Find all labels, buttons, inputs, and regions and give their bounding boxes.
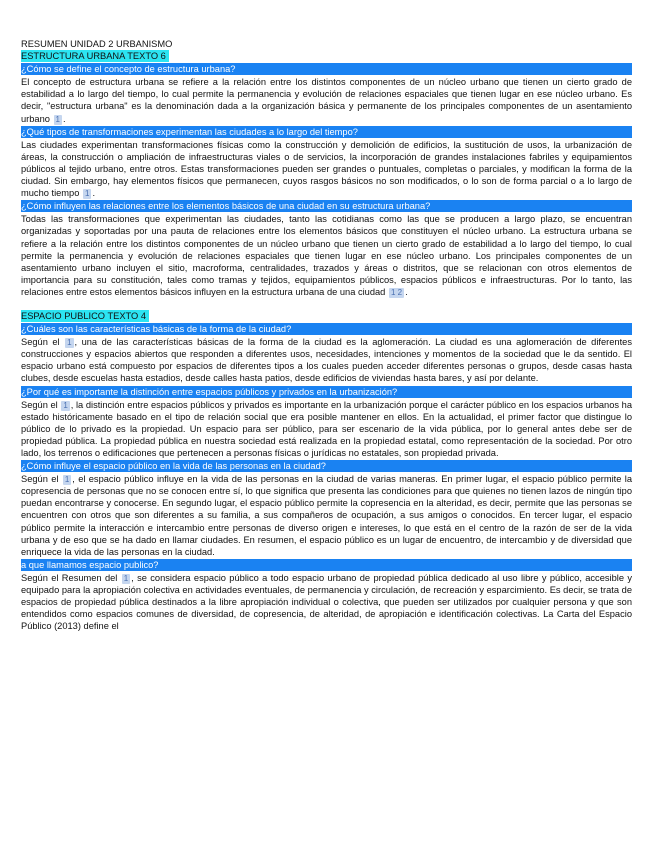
answer-5 (21, 399, 632, 459)
citation-reference[interactable]: 1 (67, 338, 72, 348)
question-4: ¿Cuáles son las características básicas de la forma de la ciudad? (21, 323, 632, 335)
answer-text: El concepto de estructura urbana se refiere a la relación entre los distintos componentes de un núcleo urbano que tienen un cierto grado de estabilidad a lo largo del tiempo, lo cual permite la permanencia y evolución de relaciones espaciales que tienen lugar en ese núcleo urbano. Es decir, "estructura urbana" es la denominación dada a la organización básica y permanente de los principales componentes de un asentamiento urbano (21, 77, 632, 124)
section-spacer (21, 298, 632, 310)
answer-7 (21, 572, 632, 632)
document-page (21, 38, 632, 632)
answer-1: El concepto de estructura urbana se refiere a la relación entre los distintos componentes de un núcleo urbano que tienen un cierto grado de estabilidad a lo largo del tiempo, lo cual permite la permanencia y evolución de relaciones espaciales que tienen lugar en ese núcleo urbano. Es decir, "estructura urbana" es la denominación dada a la organización básica y permanente de los principales componentes de un asentamiento urbano 1 . (21, 77, 632, 124)
question-3: ¿Cómo influyen las relaciones entre los elementos básicos de una ciudad en su estructura urbana? (21, 200, 632, 212)
answer-text: , se considera espacio público a todo espacio urbano de propiedad pública dedicado al uso libre y público, accesible y equipado para la apropiación colectiva en actividades eventuales, de permanencia y circulación, de recreación y esparcimiento. Es decir, se trata de espacios de propiedad pública destinados a la libre apropiación individual o colectiva, que pueden ser utilizados por cualquier persona y que son entendidos como espacios comunes de diversidad, de copresencia, de alteridad, de apropiación e identificación colectivas. La Carta del Espacio Público (2013) define el (21, 572, 632, 632)
section-title-estructura-urbana: ESTRUCTURA URBANA TEXTO 6 (21, 50, 169, 62)
answer-text: Todas las transformaciones que experimentan las ciudades, tanto las cotidianas como las que se producen a largo plazo, se encuentran organizadas y soportadas por una pauta de relaciones entre los elementos básicos que constituyen el núcleo urbano. La estructura urbana se refiere a la relación entre los distintos componentes de un núcleo urbano que tienen un cierto grado de estabilidad a lo largo del tiempo, lo cual permite la permanencia y evolución de relaciones espaciales que tienen lugar en ese núcleo urbano. Los principales componentes de un asentamiento urbano incluyen el sitio, macroforma, centralidades, trazados y áreas o distritos, que se relacionan con otros elementos de importancia para su constitución, tales como tramas y tejidos, equipamientos públicos, espacios públicos e infraestructuras. Por lo tanto, las relaciones entre estos elementos básicos influyen en la estructura urbana de una ciudad (21, 214, 632, 297)
answer-6 (21, 473, 632, 558)
answer-prefix: Según el (21, 337, 60, 348)
answer-text: , la distinción entre espacios públicos y privados es importante en la urbanización porque el carácter público en los espacios urbanos ha estado históricamente basado en el tipo de relación social que era posible mantener en ellos. En la actualidad, el primer factor que distingue lo público de lo privado es la propiedad. Un espacio para ser público, para ser escenario de la vida pública, por lo general antes debe ser de propiedad pública. La propiedad pública en nuestra sociedad está realizada en la propiedad estatal, como representación de la sociedad. Por otro lado, los terrenos o edificaciones que pertenecen a personas físicas o jurídicas no estatales, son propiedad privada. (21, 399, 632, 458)
section-title-espacio-publico: ESPACIO PUBLICO TEXTO 4 (21, 310, 149, 322)
answer-2: Las ciudades experimentan transformaciones físicas como la construcción y demolición de edificios, la sustitución de usos, la urbanización de áreas, la construcción o ampliación de infraestructuras viales o de servicios, la incorporación de grandes instalaciones fabriles y equipamientos públicos al tejido urbano, entre otros. Estas transformaciones pueden ser grandes o puntuales, completas o parciales, y modifican la forma de la ciudad. Sin embargo, hay elementos físicos que permanecen, cuyos rasgos básicos no son modificados, o lo son de forma parcial o a lo largo de mucho tiempo 1 . (21, 139, 632, 199)
answer-text: Las ciudades experimentan transformaciones físicas como la construcción y demolición de edificios, la sustitución de usos, la urbanización de áreas, la construcción o ampliación de infraestructuras viales o de servicios, la incorporación de grandes instalaciones fabriles y equipamientos públicos al tejido urbano, entre otros. Estas transformaciones pueden ser grandes o puntuales, completas o parciales, y modifican la forma de la ciudad. Sin embargo, hay elementos físicos que permanecen, cuyos rasgos básicos no son modificados, o lo son de forma parcial o a lo largo de mucho tiempo (21, 139, 632, 199)
question-1: ¿Cómo se define el concepto de estructura urbana? (21, 63, 632, 75)
citation-reference[interactable]: 1 (55, 114, 60, 124)
citation-reference[interactable]: 1 (85, 189, 90, 199)
answer-3: Todas las transformaciones que experimentan las ciudades, tanto las cotidianas como las que se producen a largo plazo, se encuentran organizadas y soportadas por una pauta de relaciones entre los elementos básicos que constituyen el núcleo urbano. La estructura urbana se refiere a la relación entre los distintos componentes de un núcleo urbano que tienen un cierto grado de estabilidad a lo largo del tiempo, lo cual permite la permanencia y evolución de relaciones espaciales que tienen lugar en ese núcleo urbano. Los principales componentes de un asentamiento urbano incluyen el sitio, macroforma, centralidades, trazados y áreas o distritos, que se relacionan con otros elementos de importancia para su constitución, tales como tramas y tejidos, equipamientos públicos, espacios públicos e infraestructuras. Por lo tanto, las relaciones entre estos elementos básicos influyen en la estructura urbana de una ciudad 1 2 . (21, 214, 632, 297)
answer-4 (21, 336, 632, 384)
answer-prefix: Según el Resumen del (21, 572, 118, 583)
citation-reference[interactable]: 1 (63, 400, 68, 410)
answer-text: , una de las características básicas de la forma de la ciudad es la aglomeración. La ciudad es una aglomeración de diferentes construcciones y espacios abiertos que responden a diferentes usos, necesidades, intenciones y momentos de la sociedad que le da sentido. El espacio urbano está compuesto por espacios de diferentes tipos a los cuales pueden acceder diferentes personas o grupos, desde casas hasta clubes, desde escuelas hasta estadios, desde calles hasta patios, desde edificios de viviendas hasta bares, y así por delante. (21, 337, 632, 384)
question-7: a que llamamos espacio publico? (21, 559, 632, 571)
answer-text: , el espacio público influye en la vida de las personas en la ciudad de varias maneras. En primer lugar, el espacio público permite la copresencia de personas que no se conocen entre sí, lo que significa que presenta las condiciones para que quienes no tienen lazos de ningún tipo puedan encontrarse y conocerse. En segundo lugar, el espacio público permite la copresencia en la alteridad, es decir, permite que las personas se encuentren con otros que son diferentes a su familia, a sus compañeros de ocupación, a sus amigos o conocidos. En tercer lugar, el espacio público permite la interacción e intercambio entre personas de diverso origen e intereses, lo que está en el centro de la razón de ser de la vida urbana y de eso que se ha dado en llamar ciudades. En resumen, el espacio público es un lugar de encuentro, de intercambio y de diversidad que enriquece la vida de las personas en la ciudad. (21, 474, 633, 557)
question-2: ¿Qué tipos de transformaciones experimentan las ciudades a lo largo del tiempo? (21, 126, 632, 138)
answer-prefix: Según el (21, 399, 58, 410)
document-heading: RESUMEN UNIDAD 2 URBANISMO (21, 39, 173, 49)
citation-reference[interactable]: 1 (123, 573, 129, 583)
question-5: ¿Por qué es importante la distinción entre espacios públicos y privados en la urbanización? (21, 386, 632, 398)
answer-prefix: Según el (21, 474, 59, 485)
question-6: ¿Cómo influye el espacio público en la vida de las personas en la ciudad? (21, 460, 632, 472)
citation-reference[interactable]: 1 2 (390, 287, 403, 297)
citation-reference[interactable]: 1 (64, 475, 70, 485)
